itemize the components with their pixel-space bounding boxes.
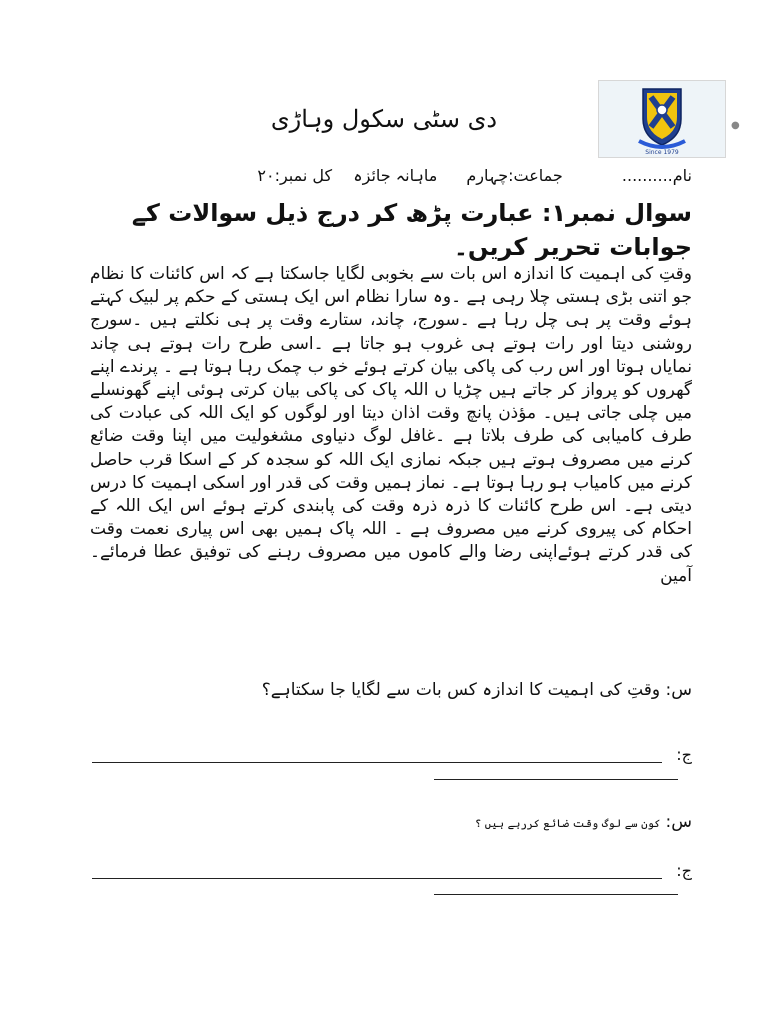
test-label: ماہانہ جائزہ [353,166,438,185]
question-1 [180,677,692,703]
question-label: س: [665,812,692,832]
question-heading: سوال نمبر۱: عبارت پڑھ کر درج ذیل سوالات کے جوابات تحریر کریں۔ [131,199,692,261]
logo-mark: ● [731,120,740,131]
answer-rule [92,878,662,879]
class-label: جماعت:چہارم [466,166,563,185]
answer-rule-continued [434,779,678,780]
question-text: کون سے لوگ وقت ضائع کررہے ہیں ؟ [474,817,661,830]
answer-rule-continued [434,894,678,895]
school-title: دی سٹی سکول وہاڑی [270,105,498,133]
total-marks-label: کل نمبر:۲۰ [257,166,333,185]
name-field: نام.......... [621,166,692,185]
question-2 [420,809,692,835]
question-label: س: [665,680,692,700]
answer-1-field[interactable] [92,743,692,767]
answer-label: ج: [676,745,692,764]
reading-passage: وقتِ کی اہمیت کا اندازہ اس بات سے بخوبی لگایا جاسکتا ہے کہ اس کائنات کا نظام جو اتنی بڑی ہستی چلا رہی ہے ۔وہ سارا نظام اس ایک ہستی کے حکم پر لبیک کہتے ہوئے وقت پر ہی چل رہا ہے ۔سورج، چاند، ستارے وقت پر ہی نکلتے ہیں ۔سورج روشنی دیتا اور رات ہوتے ہی غروب ہو جاتا ہے ۔اسی طرح رات ہوتے ہی چاند نمایاں ہوتا اور اس رب کی پاکی بیان کرتے ہوئے خو ب چمک رہا ہوتا ہے ۔ پرندے اپنے گھروں کو پرواز کر جاتے ہیں چڑیا ں اللہ پاک کی پاکی بیان کرتی ہوئی اپنے گھونسلے میں چلی جاتی ہیں۔ مؤذن پانچ وقت اذان دیتا اور لوگوں کو ایک اللہ کی عبادت کی طرف کامیابی کی طرف بلاتا ہے ۔غافل لوگ دنیاوی مشغولیت میں اپنا وقت ضائع کرنے میں مصروف ہوتے ہیں جبکہ نمازی ایک اللہ کو سجدہ کر کے اسکا قرب حاصل کرنے میں کامیاب ہو رہا ہوتا ہے۔ نماز ہمیں وقت کی قدر اور اسکی اہمیت کا درس دیتی ہے۔ اس طرح کائنات کا ذرہ ذرہ وقت کی پابندی کرتے ہوئے اس ایک اللہ کے احکام کی پیروی کرنے میں مصروف ہے ۔ اللہ پاک ہمیں بھی اس پیاری نعمت وقت کی قدر کرتے ہوئےاپنی رضا والے کاموں میں مصروف رہنے کی توفیق عطا فرمائے۔ آمین [90,264,692,586]
question-text: وقتِ کی اہمیت کا اندازہ کس بات سے لگایا جا سکتاہے؟ [261,680,661,700]
school-crest-icon [599,81,725,157]
answer-label: ج: [676,861,692,880]
school-logo [598,80,726,158]
answer-2-field[interactable] [92,859,692,883]
student-info-line [226,163,692,189]
answer-rule [92,762,662,763]
logo-caption: Since 1979 [645,149,679,156]
